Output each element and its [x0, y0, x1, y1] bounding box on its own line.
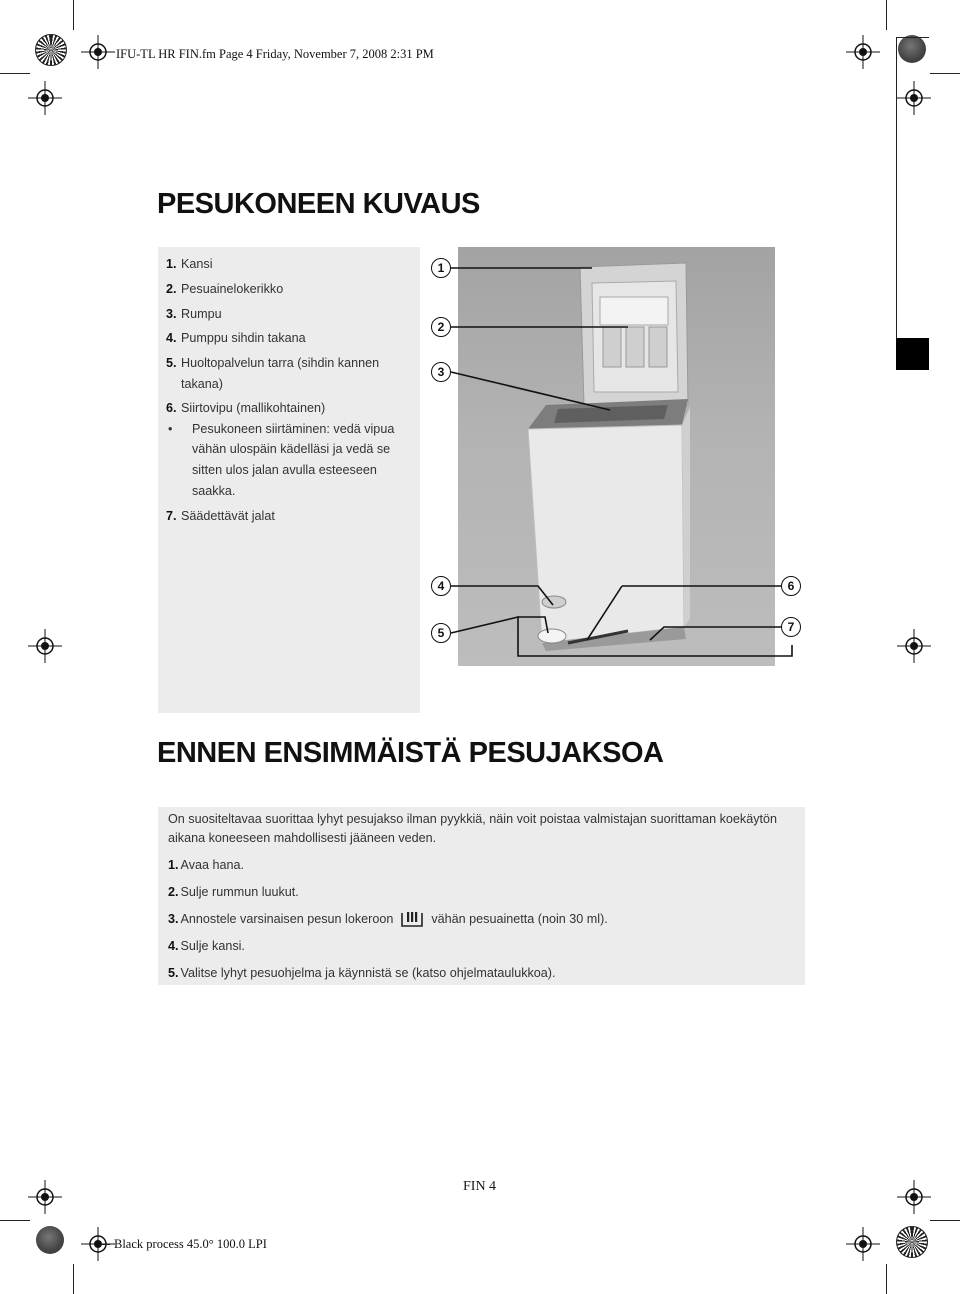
list-item: 6. Siirtovipu (mallikohtainen)	[166, 400, 326, 415]
list-item: 1. Kansi	[166, 257, 213, 271]
print-header: IFU-TL HR FIN.fm Page 4 Friday, November 7, 2008 2:31 PM	[116, 47, 434, 61]
callout-4: 4	[431, 576, 451, 596]
list-item: 7. Säädettävät jalat	[166, 508, 275, 523]
list-item: 4. Sulje kansi.	[168, 939, 245, 953]
section-title-before-first-wash: ENNEN ENSIMMÄISTÄ PESUJAKSOA	[157, 737, 664, 769]
list-item: 3. Annostele varsinaisen pesun lokeroon vähän pesuainetta (noin 30 ml).	[168, 912, 608, 926]
list-item: 1. Avaa hana.	[168, 858, 245, 872]
list-item: 5. Valitse lyhyt pesuohjelma ja käynnistä se (katso ohjelmataulukkoa).	[168, 966, 556, 980]
section-title-description: PESUKONEEN KUVAUS	[157, 188, 480, 220]
intro-paragraph: On suositeltavaa suorittaa lyhyt pesujakso ilman pyykkiä, näin voit poistaa valmistajan suorittaman koekäytön aikana koneeseen mahdollisesti jääneen veden.	[168, 812, 778, 845]
callout-5: 5	[431, 623, 451, 643]
list-item: 3. Rumpu	[166, 306, 222, 321]
print-footer: Black process 45.0° 100.0 LPI	[114, 1237, 267, 1251]
callout-7: 7	[781, 617, 801, 637]
steps-list	[168, 856, 798, 991]
page-number: FIN 4	[463, 1179, 497, 1194]
callout-6: 6	[781, 576, 801, 596]
callout-3: 3	[431, 362, 451, 382]
list-item: 4. Pumppu sihdin takana	[166, 331, 306, 346]
list-item: 5. Huoltopalvelun tarra (sihdin kannen takana)	[166, 356, 380, 391]
callout-2: 2	[431, 317, 451, 337]
list-item: 2. Pesuainelokerikko	[166, 281, 284, 296]
bullet-item: • Pesukoneen siirtäminen: vedä vipua vähän ulospäin kädelläsi ja vedä se sitten ulos jalan avulla esteeseen saakka.	[168, 421, 395, 498]
list-item: 2. Sulje rummun luukut.	[168, 885, 299, 899]
main-wash-compartment-icon	[401, 910, 423, 928]
callout-1: 1	[431, 258, 451, 278]
